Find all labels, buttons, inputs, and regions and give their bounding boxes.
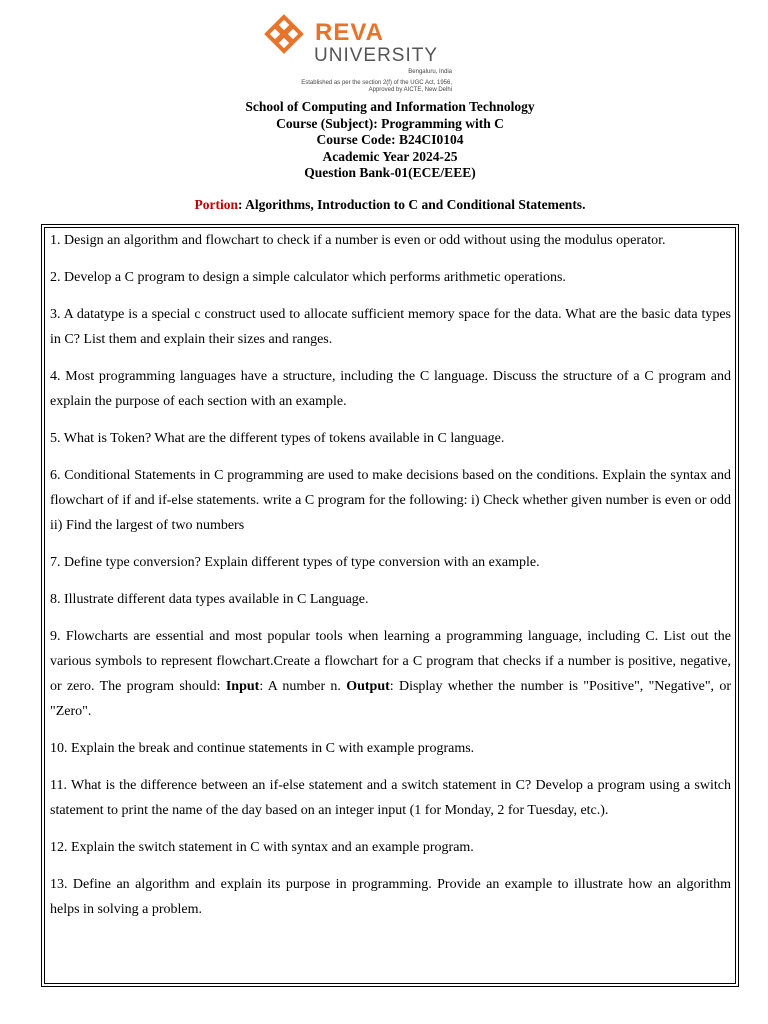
logo-establishment-line2: Approved by AICTE, New Delhi: [368, 87, 452, 93]
logo-city: Bengaluru, India: [408, 69, 452, 75]
question-9: [50, 624, 731, 724]
question-bank-title: Question Bank-01(ECE/EEE): [304, 165, 476, 180]
academic-year: Academic Year 2024-25: [322, 148, 458, 164]
university-logo: [262, 12, 462, 92]
question-1: 1. Design an algorithm and flowchart to check if a number is even or odd without using the modulus operator.: [50, 233, 666, 248]
question-list: [50, 228, 731, 934]
reva-knot-icon: [264, 14, 304, 54]
logo-subname: UNIVERSITY: [314, 45, 439, 66]
question-10: 10. Explain the break and continue statements in C with example programs.: [50, 741, 475, 756]
question-2: 2. Develop a C program to design a simple calculator which performs arithmetic operations.: [50, 270, 566, 285]
question-3: 3. A datatype is a special c construct used to allocate sufficient memory space for the data. What are the basic data types in C? List them and explain their sizes and ranges.: [50, 307, 731, 347]
question-12: 12. Explain the switch statement in C with syntax and an example program.: [50, 840, 474, 855]
question-11: 11. What is the difference between an if-else statement and a switch statement in C? Develop a program using a switch statement to print the name of the day based on an integer input (1 for Monday, 2 for Tuesday, etc.).: [50, 778, 731, 818]
course-code: Course Code: B24CI0104: [316, 132, 464, 147]
question-5: 5. What is Token? What are the different types of tokens available in C language.: [50, 431, 505, 446]
question-13: 13. Define an algorithm and explain its purpose in programming. Provide an example to illustrate how an algorithm helps in solving a problem.: [50, 877, 731, 917]
question-7: 7. Define type conversion? Explain different types of type conversion with an example.: [50, 555, 540, 570]
question-9-part2: : A number n.: [259, 679, 347, 694]
question-8: 8. Illustrate different data types available in C Language.: [50, 592, 369, 607]
question-9-output-label: Output: [346, 679, 390, 694]
document-header: [0, 99, 768, 182]
question-9-part1: 9. Flowcharts are essential and most popular tools when learning a programming language, including C. List out the various symbols to represent flowchart.Create a flowchart for a C program that checks if a number is positive, negative, or zero. The program should:: [50, 629, 731, 694]
portion-label: Portion: [194, 197, 239, 212]
portion-line: [0, 197, 768, 213]
question-4: 4. Most programming languages have a structure, including the C language. Discuss the structure of a C program and explain the purpose of each section with an example.: [50, 369, 731, 409]
question-9-input-label: Input: [225, 679, 260, 694]
school-name: School of Computing and Information Technology: [245, 99, 535, 114]
question-9-part3: : Display whether the number is "Positive", "Negative", or "Zero".: [50, 679, 731, 719]
logo-establishment-line1: Established as per the section 2(f) of the UGC Act, 1956,: [301, 80, 452, 86]
logo-establishment: [252, 80, 452, 94]
question-6: 6. Conditional Statements in C programming are used to make decisions based on the conditions. Explain the syntax and flowchart of if and if-else statements. write a C program for the following: i) Check whether given number is even or odd ii) Find the largest of two numbers: [50, 468, 731, 533]
portion-text: : Algorithms, Introduction to C and Conditional Statements.: [238, 197, 586, 212]
course-subject: Course (Subject): Programming with C: [276, 115, 504, 131]
logo-name: REVA: [315, 19, 384, 46]
